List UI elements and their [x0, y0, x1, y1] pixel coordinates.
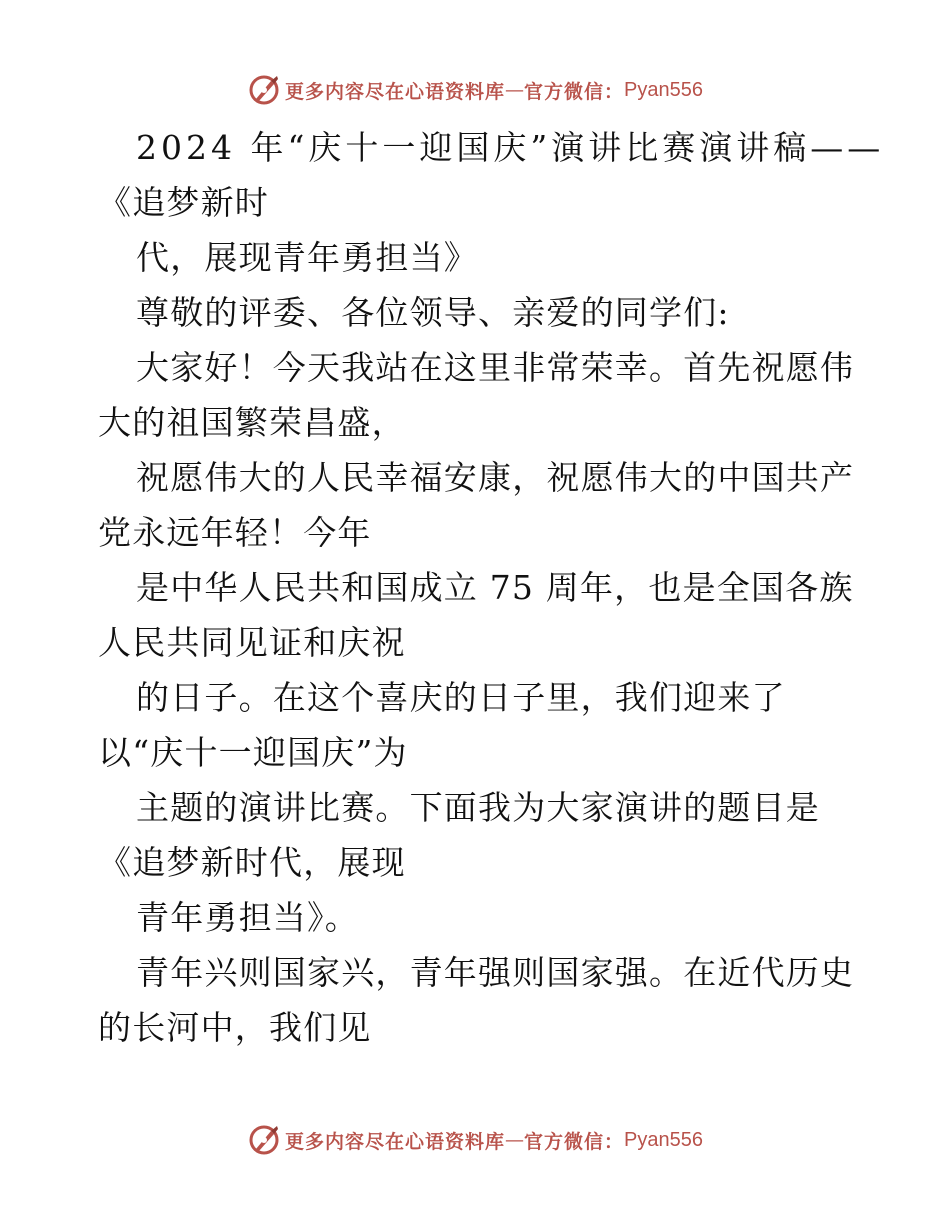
paragraph-line: 青年勇担当》。 — [136, 898, 359, 937]
paragraph-line: 主题的演讲比赛。下面我为大家演讲的题目是 — [136, 788, 820, 827]
title-line-1: 2024 年“庆十一迎国庆”演讲比赛演讲稿—— — [136, 128, 885, 167]
title-line-2: 《追梦新时 — [98, 183, 269, 222]
salutation: 尊敬的评委、各位领导、亲爱的同学们: — [136, 293, 730, 332]
footer-wechat-label: 官方微信： — [524, 1130, 625, 1153]
title-line-3: 代，展现青年勇担当》 — [136, 238, 478, 277]
paragraph-line: 的日子。在这个喜庆的日子里，我们迎来了 — [136, 678, 786, 717]
paragraph-line: 党永远年轻！今年 — [98, 513, 372, 552]
header-wechat-id: Pyan556 — [624, 78, 703, 101]
paragraph-line: 大家好！今天我站在这里非常荣幸。首先祝愿伟 — [136, 348, 855, 387]
header-banner — [0, 70, 950, 110]
footer-separator: — — [505, 1129, 525, 1151]
quill-logo-icon — [247, 1123, 281, 1157]
paragraph-line: 《追梦新时代，展现 — [98, 843, 406, 882]
paragraph-line: 的长河中，我们见 — [98, 1008, 372, 1047]
paragraph-line: 大的祖国繁荣昌盛， — [98, 403, 406, 442]
paragraph-line: 青年兴则国家兴，青年强则国家强。在近代历史 — [136, 953, 855, 992]
footer-banner — [0, 1120, 950, 1160]
header-separator: — — [505, 79, 525, 101]
speech-body — [98, 120, 885, 1055]
quill-logo-icon — [247, 73, 281, 107]
footer-site-text: 更多内容尽在心语资料库 — [285, 1130, 506, 1153]
footer-wechat-id: Pyan556 — [624, 1128, 703, 1151]
paragraph-line: 人民共同见证和庆祝 — [98, 623, 406, 662]
paragraph-line: 祝愿伟大的人民幸福安康，祝愿伟大的中国共产 — [136, 458, 855, 497]
paragraph-line: 以“庆十一迎国庆”为 — [98, 733, 408, 772]
header-site-text: 更多内容尽在心语资料库 — [285, 80, 506, 103]
header-wechat-label: 官方微信： — [524, 80, 625, 103]
paragraph-line: 是中华人民共和国成立 75 周年，也是全国各族 — [136, 568, 854, 607]
